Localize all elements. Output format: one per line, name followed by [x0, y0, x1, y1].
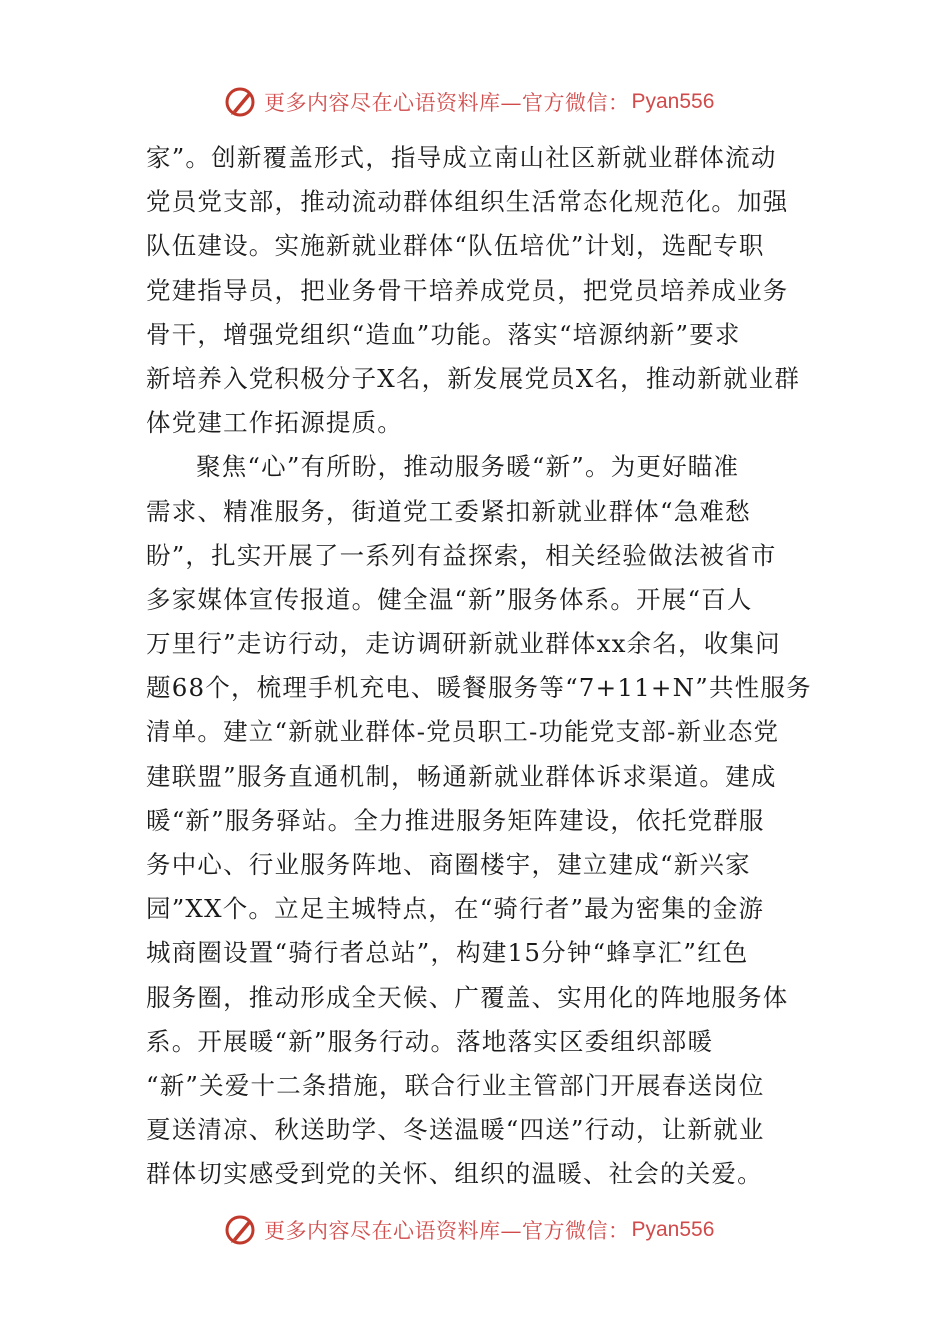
text-line: 暖“新”服务驿站。全力推进服务矩阵建设，依托党群服 [146, 805, 765, 835]
text-line: 骨干，增强党组织“造血”功能。落实“培源纳新”要求 [146, 319, 741, 349]
paragraph-2 [146, 445, 812, 1196]
footer-banner-text: 更多内容尽在心语资料库—官方微信： [264, 1219, 630, 1243]
footer-banner-wechat: Pyan556 [631, 1218, 715, 1241]
text-line: 园”XX个。立足主城特点，在“骑行者”最为密集的金游 [146, 894, 765, 924]
text-line: 建联盟”服务直通机制，畅通新就业群体诉求渠道。建成 [146, 761, 777, 791]
text-line: 盼”，扎实开展了一系列有益探索，相关经验做法被省市 [146, 540, 777, 570]
header-banner [224, 82, 744, 122]
text-line: 务中心、行业服务阵地、商圈楼宇，建立建成“新兴家 [146, 850, 751, 879]
text-line: 万里行”走访行动，走访调研新就业群体xx余名，收集问 [146, 629, 781, 659]
text-line: 新培养入党积极分子X名，新发展党员X名，推动新就业群 [146, 363, 801, 393]
header-banner-wechat: Pyan556 [631, 90, 715, 113]
text-line: 党员党支部，推动流动群体组织生活常态化规范化。加强 [146, 187, 789, 217]
footer-banner [224, 1210, 744, 1250]
text-line: 党建指导员，把业务骨干培养成党员，把党员培养成业务 [146, 275, 789, 305]
pen-circle-logo-icon [224, 85, 258, 119]
body-text [146, 136, 812, 1197]
text-line: 服务圈，推动形成全天候、广覆盖、实用化的阵地服务体 [146, 982, 789, 1012]
header-banner-text: 更多内容尽在心语资料库—官方微信： [264, 91, 630, 115]
text-line: 夏送清凉、秋送助学、冬送温暖“四送”行动，让新就业 [146, 1115, 765, 1145]
text-line: 群体切实感受到党的关怀、组织的温暖、社会的关爱。 [146, 1159, 763, 1189]
text-line: 聚焦“心”有所盼，推动服务暖“新”。为更好瞄准 [196, 452, 740, 482]
text-line: 家”。创新覆盖形式，指导成立南山社区新就业群体流动 [146, 143, 777, 172]
text-line: 体党建工作拓源提质。 [146, 408, 403, 438]
pen-circle-logo-icon [224, 1213, 258, 1247]
text-line: 多家媒体宣传报道。健全温“新”服务体系。开展“百人 [146, 584, 753, 614]
text-line: “新”关爱十二条措施，联合行业主管部门开展春送岗位 [146, 1070, 765, 1100]
text-line: 清单。建立“新就业群体-党员职工-功能党支部-新业态党 [146, 717, 780, 747]
text-line: 题68个，梳理手机充电、暖餐服务等“7+11+N”共性服务 [146, 673, 812, 703]
paragraph-1 [146, 136, 806, 445]
text-line: 城商圈设置“骑行者总站”，构建15分钟“蜂享汇”红色 [146, 938, 749, 968]
text-line: 需求、精准服务，街道党工委紧扣新就业群体“急难愁 [146, 496, 751, 526]
text-line: 队伍建设。实施新就业群体“队伍培优”计划，选配专职 [146, 231, 765, 261]
text-line: 系。开展暖“新”服务行动。落地落实区委组织部暖 [146, 1026, 714, 1056]
